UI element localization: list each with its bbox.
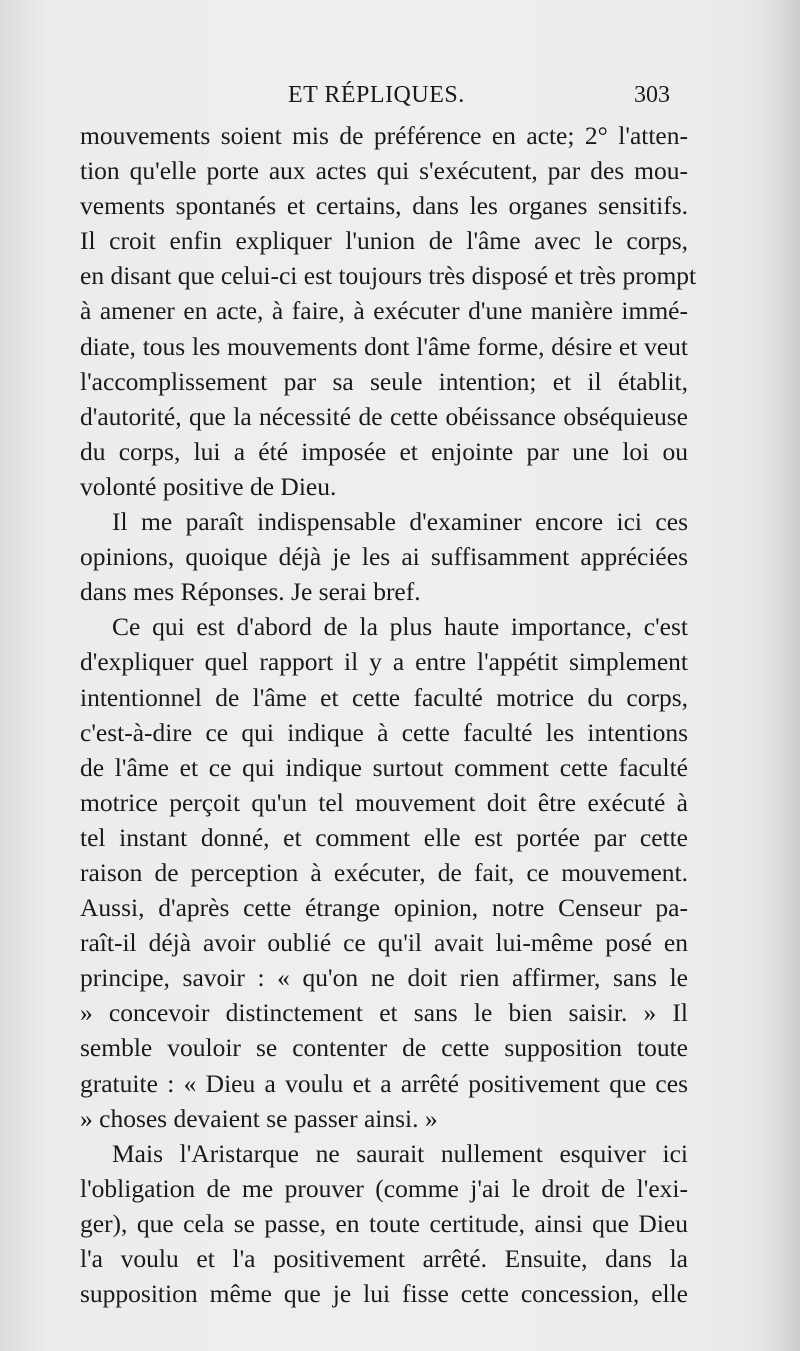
page-edge-shadow <box>772 0 800 1351</box>
text-line: semble vouloir se contenter de cette supposition toute <box>80 1033 688 1063</box>
paragraph <box>80 1136 688 1311</box>
text-line: gratuite : « Dieu a voulu et a arrêté positivement que ces <box>80 1068 688 1098</box>
text-line: l'accomplissement par sa seule intention; et il établit, <box>80 366 688 396</box>
paragraph <box>80 118 697 504</box>
text-line: supposition même que je lui fisse cette concession, elle <box>80 1279 688 1309</box>
text-line: vements spontanés et certains, dans les organes sensitifs. <box>80 191 688 221</box>
text-line: raît-il déjà avoir oublié ce qu'il avait lui-même posé en <box>80 928 688 958</box>
text-line: opinions, quoique déjà je les ai suffisamment appréciées <box>80 542 688 572</box>
text-line: » concevoir distinctement et sans le bien saisir. » Il <box>80 998 688 1028</box>
text-line: volonté positive de Dieu. <box>80 471 337 501</box>
text-line: de l'âme et ce qui indique surtout comment cette faculté <box>80 752 688 782</box>
running-head: ET RÉPLIQUES. <box>288 82 465 108</box>
text-line: Aussi, d'après cette étrange opinion, notre Censeur pa- <box>80 893 688 923</box>
paragraph <box>80 609 688 1135</box>
text-line: à amener en acte, à faire, à exécuter d'une manière immé- <box>80 296 688 326</box>
text-line: ger), que cela se passe, en toute certitude, ainsi que Dieu <box>80 1208 688 1238</box>
text-line: » choses devaient se passer ainsi. » <box>80 1103 438 1133</box>
text-line: Il me paraît indispensable d'examiner encore ici ces <box>112 507 688 537</box>
text-line: mouvements soient mis de préférence en acte; 2° l'atten- <box>80 121 688 150</box>
text-line: tion qu'elle porte aux actes qui s'exécutent, par des mou- <box>80 156 688 186</box>
text-line: raison de perception à exécuter, de fait, ce mouvement. <box>80 857 688 887</box>
text-line: Ce qui est d'abord de la plus haute importance, c'est <box>112 612 688 642</box>
text-line: en disant que celui-ci est toujours très disposé et très prompt <box>80 261 697 291</box>
text-line: Il croit enfin expliquer l'union de l'âme avec le corps, <box>80 226 688 256</box>
page-number: 303 <box>634 82 670 108</box>
text-line: motrice perçoit qu'un tel mouvement doit être exécuté à <box>80 787 688 817</box>
text-line: principe, savoir : « qu'on ne doit rien affirmer, sans le <box>80 963 688 993</box>
text-line: d'autorité, que la nécessité de cette obéissance obséquieuse <box>80 401 688 431</box>
page-header <box>80 78 670 112</box>
text-line: Mais l'Aristarque ne saurait nullement esquiver ici <box>112 1138 688 1168</box>
text-line: l'obligation de me prouver (comme j'ai le droit de l'exi- <box>80 1173 688 1203</box>
text-line: l'a voulu et l'a positivement arrêté. Ensuite, dans la <box>80 1244 688 1273</box>
text-line: dans mes Réponses. Je serai bref. <box>80 577 421 607</box>
text-line: d'expliquer quel rapport il y a entre l'appétit simplement <box>80 647 688 677</box>
text-line: du corps, lui a été imposée et enjointe par une loi ou <box>80 436 688 466</box>
text-line: diate, tous les mouvements dont l'âme forme, désire et veut <box>80 331 688 361</box>
paragraph <box>80 504 688 609</box>
text-line: tel instant donné, et comment elle est portée par cette <box>80 822 688 852</box>
text-line: intentionnel de l'âme et cette faculté motrice du corps, <box>80 682 688 712</box>
body-text <box>80 118 697 1311</box>
text-line: c'est-à-dire ce qui indique à cette faculté les intentions <box>80 717 688 747</box>
